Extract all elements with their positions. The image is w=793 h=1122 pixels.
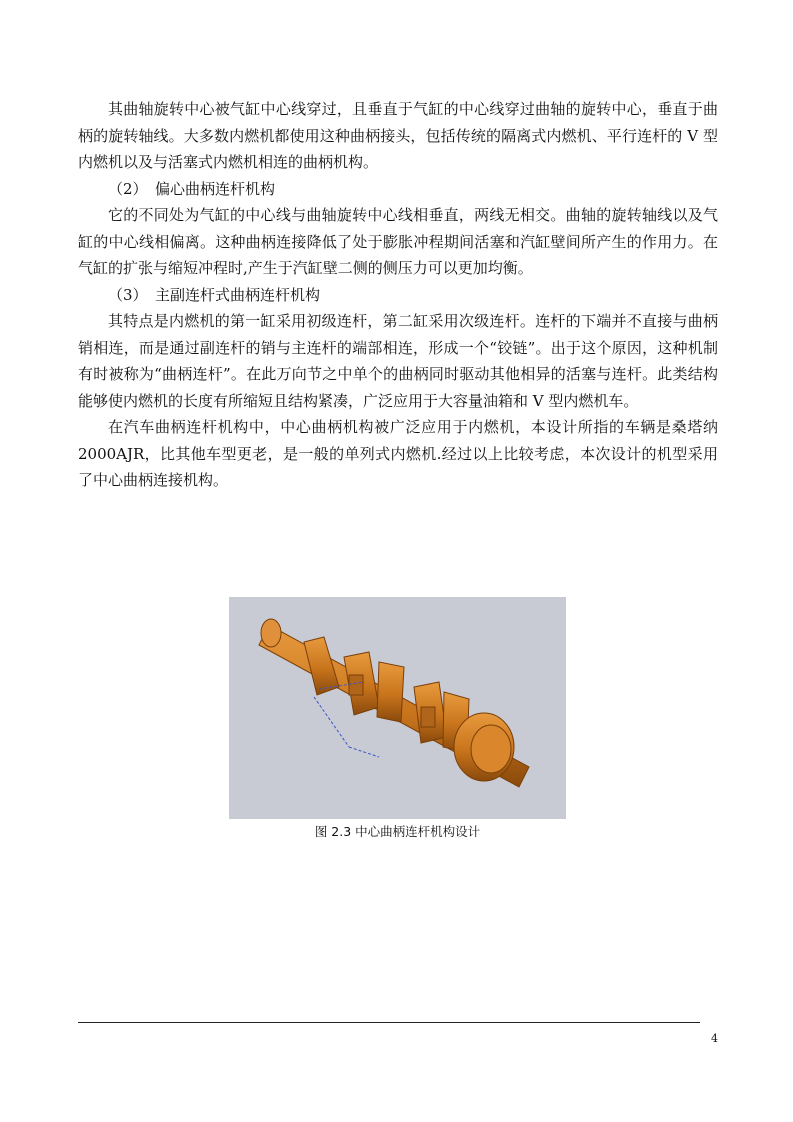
crank-web-3 bbox=[377, 662, 404, 722]
figure-caption: 图 2.3 中心曲柄连杆机构设计 bbox=[314, 824, 481, 839]
heading-master-slave-rod: （3） 主副连杆式曲柄连杆机构 bbox=[108, 285, 321, 304]
paragraph-conclusion: 在汽车曲柄连杆机构中，中心曲柄机构被广泛应用于内燃机，本设计所指的车辆是桑塔纳 2000AJR，比其他车型更老，是一般的单列式内燃机.经过以上比较考虑，本次设计的机型采用了中心曲柄连接机构。 bbox=[78, 418, 718, 489]
heading-eccentric-crank: （2） 偏心曲柄连杆机构 bbox=[108, 179, 276, 198]
body-text bbox=[78, 96, 718, 494]
front-journal bbox=[261, 619, 281, 647]
paragraph-master-slave-rod: 其特点是内燃机的第一缸采用初级连杆，第二缸采用次级连杆。连杆的下端并不直接与曲柄销相连，而是通过副连杆的销与主连杆的端部相连，形成一个“铰链”。出于这个原因，这种机制有时被称为“曲柄连杆”。在此万向节之中单个的曲柄同时驱动其他相异的活塞与连杆。此类结构能够使内燃机的长度有所缩短且结构紧凑，广泛应用于大容量油箱和 V 型内燃机车。 bbox=[78, 312, 718, 410]
rear-flange-face bbox=[471, 725, 511, 773]
crank-pin-1 bbox=[349, 675, 363, 695]
crankshaft-figure bbox=[229, 597, 566, 819]
page-number: 4 bbox=[711, 1032, 718, 1045]
paragraph-central-crank: 其曲轴旋转中心被气缸中心线穿过，且垂直于气缸的中心线穿过曲轴的旋转中心，垂直于曲柄的旋转轴线。大多数内燃机都使用这种曲柄接头，包括传统的隔离式内燃机、平行连杆的 V 型内燃机以及与活塞式内燃机相连的曲柄机构。 bbox=[78, 100, 718, 171]
crank-pin-2 bbox=[421, 707, 435, 727]
paragraph-eccentric-crank: 它的不同处为气缸的中心线与曲轴旋转中心线相垂直，两线无相交。曲轴的旋转轴线以及气缸的中心线相偏离。这种曲柄连接降低了处于膨胀冲程期间活塞和汽缸壁间所产生的作用力。在气缸的扩张与缩短冲程时,产生于汽缸壁二侧的侧压力可以更加均衡。 bbox=[78, 206, 718, 277]
crankshaft-illustration bbox=[229, 597, 566, 819]
footer-rule bbox=[78, 1022, 700, 1023]
